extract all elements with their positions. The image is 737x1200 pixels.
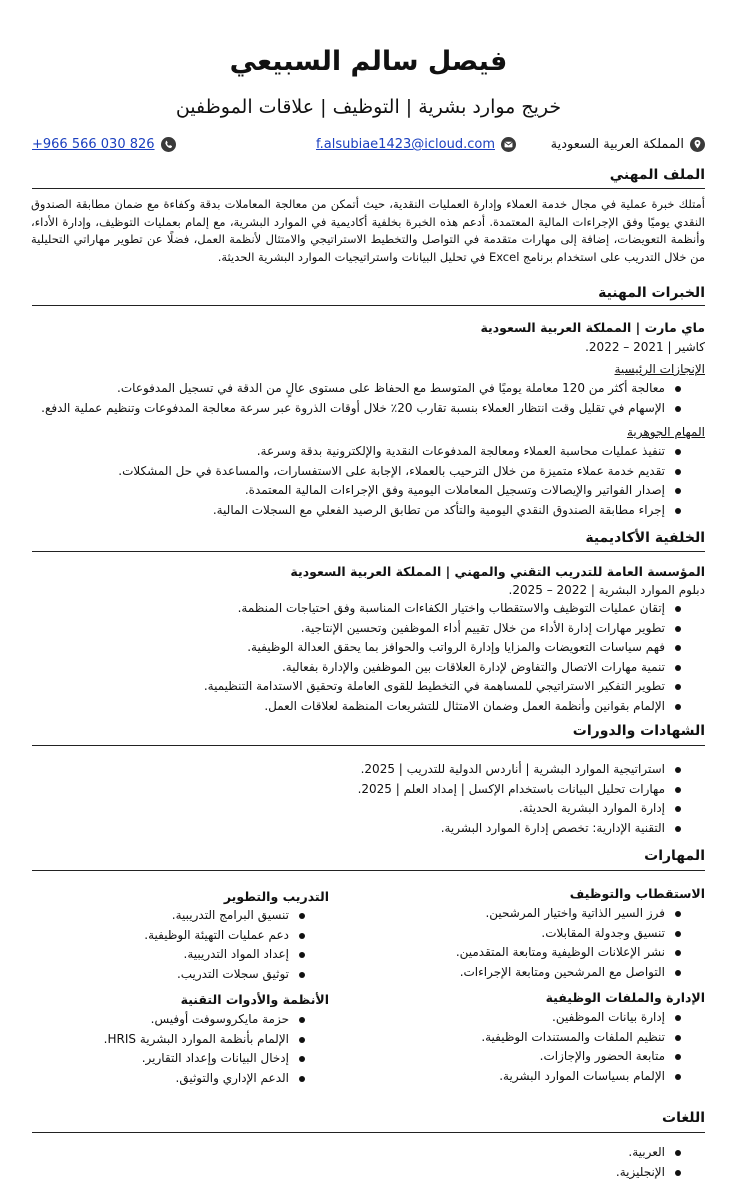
- list-item: تطوير مهارات إدارة الأداء من خلال تقييم أداء الموظفين وتحسين الإنتاجية.: [204, 619, 685, 639]
- achievements-heading: الإنجازات الرئيسية: [614, 362, 705, 376]
- skills-group-recruitment-title: الاستقطاب والتوظيف: [569, 886, 705, 901]
- location-text: المملكة العربية السعودية: [550, 137, 684, 152]
- skills-group-admin-list: [481, 1008, 685, 1086]
- list-item: إعداد المواد التدريبية.: [144, 945, 309, 965]
- list-item: إصدار الفواتير والإيصالات وتسجيل المعاملات اليومية وفق الإجراءات المالية المعتمدة.: [118, 481, 685, 501]
- list-item: إتقان عمليات التوظيف والاستقطاب واختيار الكفاءات المناسبة وفق احتياجات المنظمة.: [204, 599, 685, 619]
- duties-heading: المهام الجوهرية: [626, 425, 705, 439]
- duties-list: [118, 442, 685, 520]
- list-item: تنظيم الملفات والمستندات الوظيفية.: [481, 1028, 685, 1048]
- languages-heading: اللغات: [662, 1110, 705, 1126]
- list-item: معالجة أكثر من 120 معاملة يوميًا في المتوسط مع الحفاظ على مستوى عالٍ من الدقة في تسجيل المدفوعات.: [41, 379, 685, 399]
- list-item: إدارة الموارد البشرية الحديثة.: [358, 799, 685, 819]
- envelope-icon: [501, 137, 516, 152]
- contact-location: [551, 137, 705, 152]
- education-degree: دبلوم الموارد البشرية | 2022 – 2025.: [508, 583, 705, 597]
- list-item: حزمة مايكروسوفت أوفيس.: [104, 1010, 309, 1030]
- contact-phone: [32, 137, 176, 152]
- languages-list: [616, 1143, 685, 1182]
- list-item: الدعم الإداري والتوثيق.: [104, 1069, 309, 1089]
- experience-company: ماي مارت | المملكة العربية السعودية: [480, 320, 705, 335]
- list-item: تنسيق البرامج التدريبية.: [144, 906, 309, 926]
- phone-icon: [161, 137, 176, 152]
- certificates-heading: الشهادات والدورات: [572, 723, 705, 739]
- list-item: تقديم خدمة عملاء متميزة من خلال الترحيب بالعملاء، الإجابة على الاستفسارات، والمساعدة في حل المشكلات.: [118, 462, 685, 482]
- list-item: متابعة الحضور والإجازات.: [481, 1047, 685, 1067]
- profile-heading: الملف المهني: [609, 167, 705, 183]
- education-divider: [32, 551, 705, 552]
- list-item: التقنية الإدارية: تخصص إدارة الموارد البشرية.: [358, 819, 685, 839]
- skills-group-systems-title: الأنظمة والأدوات التقنية: [180, 992, 329, 1007]
- list-item: استراتيجية الموارد البشرية | أناردس الدولية للتدريب | 2025.: [358, 760, 685, 780]
- list-item: دعم عمليات التهيئة الوظيفية.: [144, 926, 309, 946]
- contact-bar: [32, 137, 705, 157]
- phone-link[interactable]: +966 566 030 826: [32, 137, 155, 152]
- candidate-subtitle: خريج موارد بشرية | التوظيف | علاقات الموظفين: [175, 96, 562, 118]
- experience-role: كاشير | 2021 – 2022.: [585, 340, 705, 354]
- education-list: [204, 599, 685, 716]
- list-item: إدارة بيانات الموظفين.: [481, 1008, 685, 1028]
- list-item: الإلمام بسياسات الموارد البشرية.: [481, 1067, 685, 1087]
- list-item: مهارات تحليل البيانات باستخدام الإكسل | إمداد العلم | 2025.: [358, 780, 685, 800]
- education-heading: الخلفية الأكاديمية: [585, 530, 705, 546]
- list-item: إدخال البيانات وإعداد التقارير.: [104, 1049, 309, 1069]
- list-item: الإلمام بأنظمة الموارد البشرية HRIS.: [104, 1030, 309, 1050]
- certificates-list: [358, 760, 685, 838]
- list-item: الإلمام بقوانين وأنظمة العمل وضمان الامتثال للتشريعات المنظمة لعلاقات العمل.: [204, 697, 685, 717]
- education-institution: المؤسسة العامة للتدريب التقني والمهني | المملكة العربية السعودية: [290, 564, 705, 579]
- email-link[interactable]: f.alsubiae1423@icloud.com: [316, 137, 495, 152]
- list-item: الإسهام في تقليل وقت انتظار العملاء بنسبة تقارب 20٪ خلال أوقات الذروة عبر سرعة معالجة المدفوعات وتنظيم عملية الدفع.: [41, 399, 685, 419]
- experience-heading: الخبرات المهنية: [598, 285, 705, 301]
- list-item: تطوير التفكير الاستراتيجي للمساهمة في التخطيط للقوى العاملة وتحقيق الاستدامة التنظيمية.: [204, 677, 685, 697]
- profile-divider: [32, 188, 705, 189]
- location-pin-icon: [690, 137, 705, 152]
- list-item: نشر الإعلانات الوظيفية ومتابعة المتقدمين.: [456, 943, 685, 963]
- list-item: إجراء مطابقة الصندوق النقدي اليومية والتأكد من تطابق الرصيد الفعلي مع السجلات المالية.: [118, 501, 685, 521]
- contact-email: [316, 137, 516, 152]
- candidate-name: فيصل سالم السبيعي: [229, 46, 508, 77]
- skills-group-training-list: [144, 906, 309, 984]
- list-item: فهم سياسات التعويضات والمزايا وإدارة الرواتب والحوافز بما يحقق العدالة الوظيفية.: [204, 638, 685, 658]
- experience-divider: [32, 305, 705, 306]
- list-item: تنسيق وجدولة المقابلات.: [456, 924, 685, 944]
- certificates-divider: [32, 745, 705, 746]
- list-item: توثيق سجلات التدريب.: [144, 965, 309, 985]
- list-item: تنفيذ عمليات محاسبة العملاء ومعالجة المدفوعات النقدية والإلكترونية بدقة وسرعة.: [118, 442, 685, 462]
- skills-heading: المهارات: [644, 848, 705, 864]
- list-item: تنمية مهارات الاتصال والتفاوض لإدارة العلاقات بين الموظفين والإدارة بفعالية.: [204, 658, 685, 678]
- skills-divider: [32, 870, 705, 871]
- achievements-list: [41, 379, 685, 418]
- list-item: العربية.: [616, 1143, 685, 1163]
- skills-group-training-title: التدريب والتطوير: [223, 889, 329, 904]
- skills-group-systems-list: [104, 1010, 309, 1088]
- skills-group-recruitment-list: [456, 904, 685, 982]
- list-item: الإنجليزية.: [616, 1163, 685, 1183]
- skills-group-admin-title: الإدارة والملفات الوظيفية: [545, 990, 705, 1005]
- list-item: فرز السير الذاتية واختيار المرشحين.: [456, 904, 685, 924]
- list-item: التواصل مع المرشحين ومتابعة الإجراءات.: [456, 963, 685, 983]
- languages-divider: [32, 1132, 705, 1133]
- profile-text: أمتلك خبرة عملية في مجال خدمة العملاء وإدارة العمليات النقدية، حيث أتمكن من معالجة المعاملات بدقة وكفاءة مع ضمان مطابقة الصندوق النقدي يوميًا وفق الإجراءات المالية المعتمدة. أدعم هذه الخبرة بخلفية أكاديمية في الموارد البشرية، مع إلمام بعمليات التوظيف، وإدارة الأداء، وأنظمة التعويضات، إضافة إلى مهارات متقدمة في التواصل والتخطيط الاستراتيجي والامتثال لأنظمة العمل، فضلًا عن تطوير مهاراتي التحليلية من خلال التدريب على استخدام برنامج Excel في تحليل البيانات واستراتيجيات الموارد البشرية الحديثة.: [31, 197, 705, 264]
